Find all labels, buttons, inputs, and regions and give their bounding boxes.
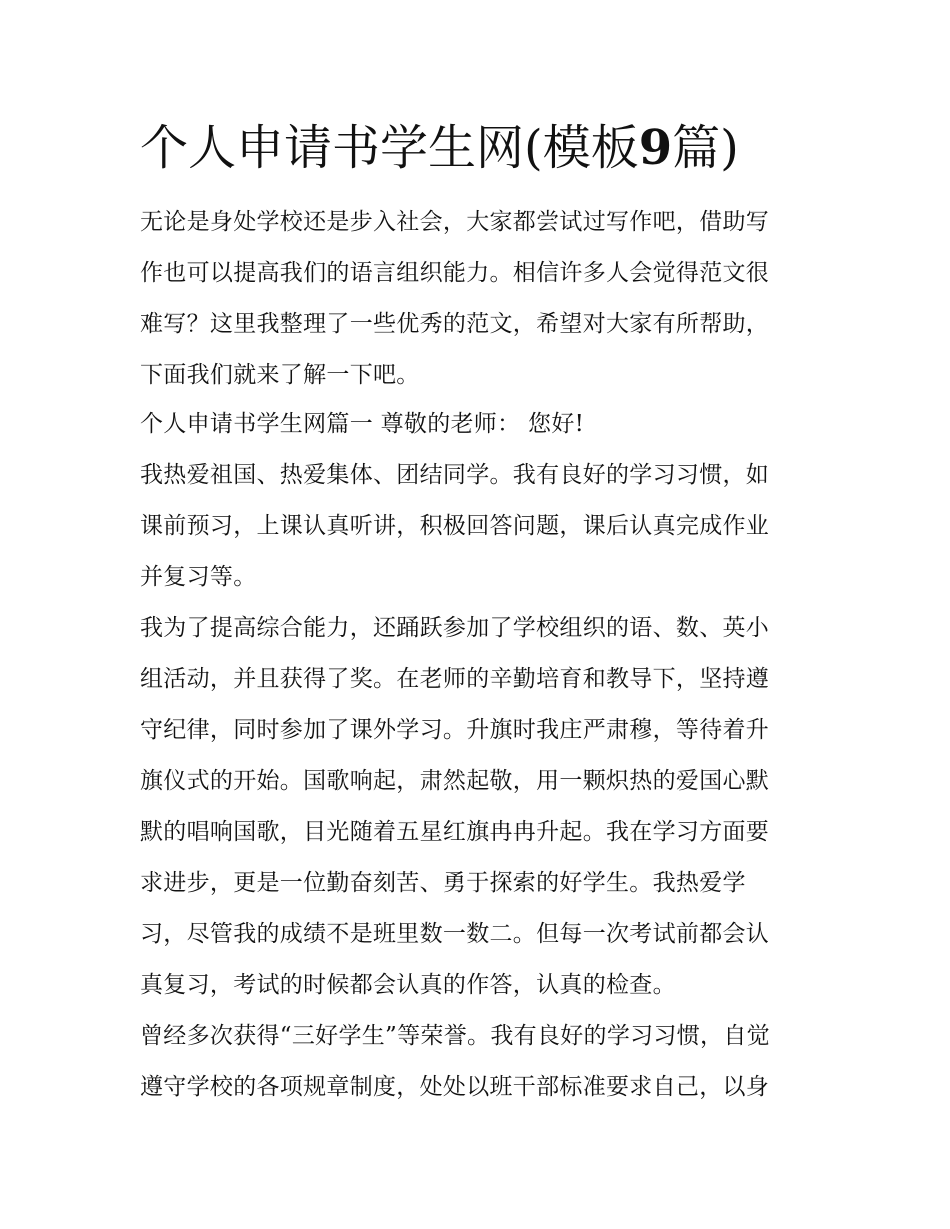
- text-line: 无论是身处学校还是步入社会，大家都尝试过写作吧，借助写: [140, 209, 770, 235]
- document-page: [140, 0, 812, 1229]
- text-line: 求进步，更是一位勤奋刻苦、勇于探索的好学生。我热爱学: [140, 870, 746, 896]
- text-line: 组活动，并且获得了奖。在老师的辛勤培育和教导下，坚持遵: [140, 666, 770, 692]
- text-line: 真复习，考试的时候都会认真的作答，认真的检查。: [140, 972, 676, 998]
- text-line: 默的唱响国歌，目光随着五星红旗冉冉升起。我在学习方面要: [140, 819, 770, 845]
- text-line: 我热爱祖国、热爱集体、团结同学。我有良好的学习习惯，如: [140, 462, 770, 488]
- title-number: 9: [638, 120, 673, 176]
- text-line: 守纪律，同时参加了课外学习。升旗时我庄严肃穆，等待着升: [140, 717, 770, 743]
- text-line: 遵守学校的各项规章制度，处处以班干部标准要求自己，以身: [140, 1074, 770, 1100]
- text-line: 下面我们就来了解一下吧。: [140, 362, 420, 388]
- text-line: 难写？这里我整理了一些优秀的范文，希望对大家有所帮助，: [140, 311, 770, 337]
- text-line: 我为了提高综合能力，还踊跃参加了学校组织的语、数、英小: [140, 615, 770, 641]
- text-line: 并复习等。: [140, 564, 257, 590]
- title-suffix: 篇): [672, 120, 739, 176]
- text-line: 习，尽管我的成绩不是班里数一数二。但每一次考试前都会认: [140, 921, 770, 947]
- text-line: 旗仪式的开始。国歌响起，肃然起敬，用一颗炽热的爱国心默: [140, 768, 770, 794]
- page-title: [140, 118, 739, 178]
- text-line: 作也可以提高我们的语言组织能力。相信许多人会觉得范文很: [140, 260, 770, 286]
- section-heading: 个人申请书学生网篇一 尊敬的老师： 您好!: [140, 411, 585, 437]
- title-prefix: 个人申请书学生网(模板: [140, 120, 639, 176]
- text-line: 课前预习，上课认真听讲，积极回答问题，课后认真完成作业: [140, 513, 770, 539]
- text-line: 曾经多次获得“三好学生”等荣誉。我有良好的学习习惯，自觉: [140, 1023, 770, 1049]
